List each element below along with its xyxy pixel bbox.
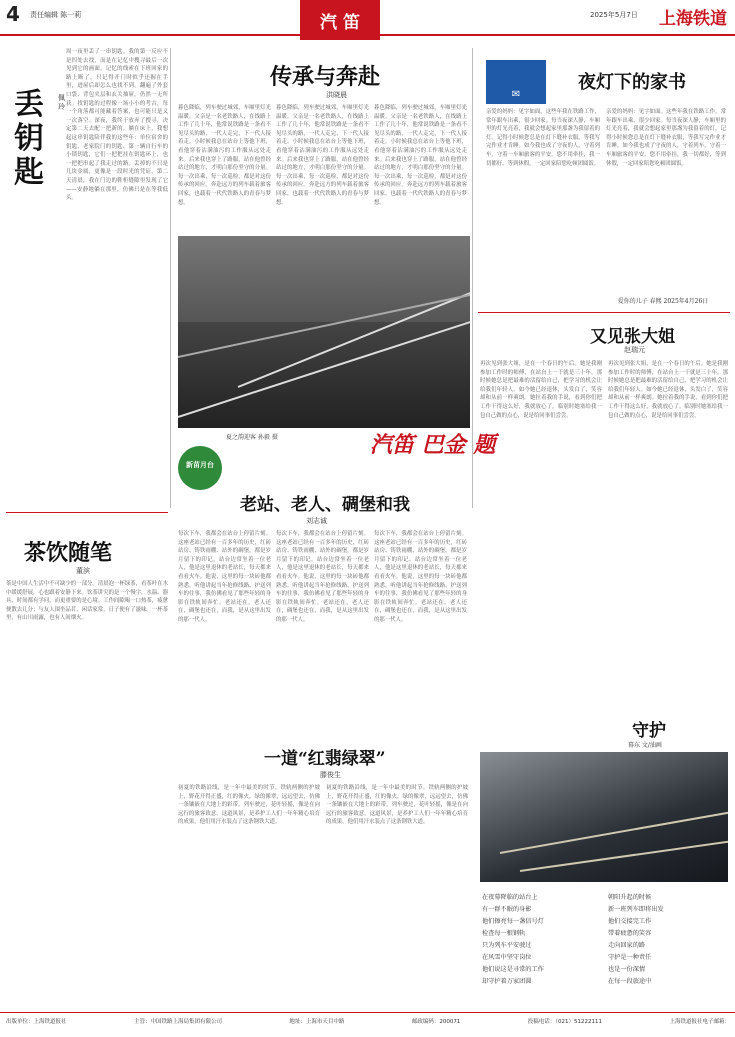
letter-col2: 亲爱的妈妈：见字如面。这些年我在铁路工作，常年跟车出乘，很少回家。每当夜深人静，车厢里的灯光亮着，我就会想起家里那盏为我留着的灯。记得小时候您总是在灯下缝补衣服，等我写完作业才肯睡。如今我也成了守夜的人，守着列车，守着一车厢旅客的平安。您不用牵挂，我一切都好，等到休假，一定回家陪您吃顿团圆饭。 bbox=[606, 109, 726, 167]
footer-item: 地址：上海市天目中路 bbox=[289, 1019, 345, 1025]
guard-author: 幕东 文/油画 bbox=[628, 742, 662, 749]
column-title: 汽 笛 bbox=[320, 12, 360, 33]
page-number: 4 bbox=[6, 2, 20, 26]
header-rule bbox=[0, 34, 735, 36]
tea-author: 董滨 bbox=[76, 567, 90, 575]
poem-left: 在夜幕降临的站台上 有一群不眠的身影 他们擦亮每一盏信号灯 检查每一根钢轨 只为列车平安驶过 在风雪中坚守岗位 他们说这是寻常的工作 却守护着万家团圆 bbox=[482, 894, 544, 985]
essay1-col2: 暮色降临，列车驶过城郊，车厢里灯光温暖。父亲是一名老铁路人，在线路上工作了几十年，他常说铁路是一条看不见尽头的路，一代人走完，下一代人接着走。小时候我总在站台上等他下班，看他穿着沾满油污的工作服从远处走来。后来我也穿上了路服，站在他曾经站过的地方，才明白那份坚守的分量。每一次出乘，每一次巡检，都是对这份传承的回应。奔赴远方的列车载着旅客回家，也载着一代代铁路人的青春与梦想。 bbox=[276, 105, 369, 206]
footer-item: 主管：中国铁路上海局集团有限公司 bbox=[133, 1019, 222, 1025]
jade-title: 一道“红翡绿翠” bbox=[264, 749, 386, 769]
letter-title: 夜灯下的家书 bbox=[578, 72, 686, 93]
letter-signature: 爱你的儿子 春熙 2025年4月26日 bbox=[617, 298, 709, 305]
jade-author: 滕俊生 bbox=[320, 771, 341, 779]
footer-item: 出版单位：上海铁道报社 bbox=[6, 1019, 67, 1025]
editor-line: 责任编辑 陈一莉 bbox=[30, 11, 82, 19]
essay2-col1: 每次下车，我都会在站台上停留片刻。这座老站已经有一百多年的历史，红砖站房、铸铁雨棚、站外的碉堡，都是岁月留下的印记。站台边常坐着一位老人，他是这里退休的老站长，每天都来看看火车。他说，这里的每一块砖他都熟悉。听他讲起当年抢修线路、护送列车的往事，我仿佛看见了那些年轻的身影在铁轨间奔忙。老站还在，老人还在，碉堡也还在，而我，是从这里出发的那一代人。 bbox=[178, 531, 271, 623]
issue-date: 2025年5月7日 bbox=[590, 11, 638, 19]
essay2-col2: 每次下车，我都会在站台上停留片刻。这座老站已经有一百多年的历史，红砖站房、铸铁雨棚、站外的碉堡，都是岁月留下的印记。站台边常坐着一位老人，他是这里退休的老站长，每天都来看看火车。他说，这里的每一块砖他都熟悉。听他讲起当年抢修线路、护送列车的往事，我仿佛看见了那些年轻的身影在铁轨间奔忙。老站还在，老人还在，碉堡也还在，而我，是从这里出发的那一代人。 bbox=[276, 531, 369, 623]
left-body: 周一夜里丢了一串钥匙。我的第一反应不是四处去找，而是在记忆中搜寻最后一次见到它的画面。记忆的线索在下班回家的路上断了，只记得开门时似乎还握在手里，进屋后却怎么也找不到。翻遍了外套口袋、背包夹层和玄关抽屉，仍然一无所获。找钥匙的过程像一场小小的考古，每一个角落都可能藏着答案，也可能只是又一次落空。深夜，我终于放弃了搜寻，决定第二天去配一把新的。躺在床上，我想起这串钥匙陪伴我的这些年：单位宿舍的钥匙、老家院门的钥匙、第一辆自行车的小锁钥匙，它们一把把挂在钥匙环上，也一把把串起了我走过的路。丢掉的不只是几块金属，更像是一段时光的凭证。第二天清晨，我在门边的鞋柜缝隙里发现了它——安静地躺在那里，仿佛只是在等我低头。 bbox=[66, 49, 168, 202]
essay2-col3: 每次下车，我都会在站台上停留片刻。这座老站已经有一百多年的历史，红砖站房、铸铁雨棚、站外的碉堡，都是岁月留下的印记。站台边常坐着一位老人，他是这里退休的老站长，每天都来看看火车。他说，这里的每一块砖他都熟悉。听他讲起当年抢修线路、护送列车的往事，我仿佛看见了那些年轻的身影在铁轨间奔忙。老站还在，老人还在，碉堡也还在，而我，是从这里出发的那一代人。 bbox=[374, 531, 467, 623]
guard-title: 守护 bbox=[632, 721, 666, 741]
letter-col1: 亲爱的妈妈：见字如面。这些年我在铁路工作，常年跟车出乘，很少回家。每当夜深人静，车厢里的灯光亮着，我就会想起家里那盏为我留着的灯。记得小时候您总是在灯下缝补衣服，等我写完作业才肯睡。如今我也成了守夜的人，守着列车，守着一车厢旅客的平安。您不用牵挂，我一切都好，等到休假，一定回家陪您吃顿团圆饭。 bbox=[486, 109, 600, 167]
jade-col2: 初夏的铁路沿线，是一年中最美的时节。铁轨两侧的护坡上，野花开得正盛，红的像火，绿的像翠，远远望去，仿佛一条镶嵌在大地上的彩带。列车驶过，花叶轻摇，像是在向远行的旅客致意。这道风景，是养护工人们一年年精心培育的成果，他们用汗水装点了这条钢铁大道。 bbox=[326, 785, 468, 826]
guard-painting bbox=[480, 752, 728, 882]
dajie-col2: 再次见到张大姐，是在一个春日的午后。她是我刚参加工作时的师傅，在站台上一干就是三十年。那时候她总是把最难的活留给自己，把学习的机会让给我们年轻人。如今她已经退休，头发白了，笑容却和从前一样爽朗。她拉着我的手说，看到你们把工作干得这么好，我就放心了。临别时她塞给我一包自己做的点心，说是给同事们尝尝。 bbox=[608, 361, 728, 419]
essay1-title: 传承与奔赴 bbox=[270, 64, 381, 90]
essay1-col3: 暮色降临，列车驶过城郊，车厢里灯光温暖。父亲是一名老铁路人，在线路上工作了几十年，他常说铁路是一条看不见尽头的路，一代人走完，下一代人接着走。小时候我总在站台上等他下班，看他穿着沾满油污的工作服从远处走来。后来我也穿上了路服，站在他曾经站过的地方，才明白那份坚守的分量。每一次出乘，每一次巡检，都是对这份传承的回应。奔赴远方的列车载着旅客回家，也载着一代代铁路人的青春与梦想。 bbox=[374, 105, 467, 206]
tea-title: 茶饮随笔 bbox=[24, 540, 113, 566]
essay1-author: 洪晓晨 bbox=[326, 91, 347, 99]
dajie-col1: 再次见到张大姐，是在一个春日的午后。她是我刚参加工作时的师傅，在站台上一干就是三十年。那时候她总是把最难的活留给自己，把学习的机会让给我们年轻人。如今她已经退休，头发白了，笑容却和从前一样爽朗。她拉着我的手说，看到你们把工作干得这么好，我就放心了。临别时她塞给我一包自己做的点心，说是给同事们尝尝。 bbox=[480, 361, 602, 419]
tea-body: 茶是中国人生活中不可缺少的一部分。清晨泡一杯绿茶，看茶叶在水中缓缓舒展，心也跟着安静下来。饮茶讲究的是一个慢字，水温、器具、时间都有学问，而更重要的是心境。工作间隙喝一口热茶，疲惫便散去几分；与友人围坐品茗，闲话家常，日子便有了滋味。一杯茶里，有山川雨露，也有人间烟火。 bbox=[6, 581, 168, 622]
essay1-col1: 暮色降临，列车驶过城郊，车厢里灯光温暖。父亲是一名老铁路人，在线路上工作了几十年，他常说铁路是一条看不见尽头的路，一代人走完，下一代人接着走。小时候我总在站台上等他下班，看他穿着沾满油污的工作服从远处走来。后来我也穿上了路服，站在他曾经站过的地方，才明白那份坚守的分量。每一次出乘，每一次巡检，都是对这份传承的回应。奔赴远方的列车载着旅客回家，也载着一代代铁路人的青春与梦想。 bbox=[178, 105, 271, 206]
dajie-author: 赵瑞元 bbox=[624, 346, 645, 354]
essay2-author: 刘志诚 bbox=[306, 517, 327, 525]
jade-col1: 初夏的铁路沿线，是一年中最美的时节。铁轨两侧的护坡上，野花开得正盛，红的像火，绿的像翠，远远望去，仿佛一条镶嵌在大地上的彩带。列车驶过，花叶轻摇，像是在向远行的旅客致意。这道风景，是养护工人们一年年精心培育的成果，他们用汗水装点了这条钢铁大道。 bbox=[178, 785, 320, 826]
left-title: 丢钥匙 bbox=[14, 87, 44, 190]
column-badge: 汽笛 巴金 题 bbox=[370, 432, 496, 458]
section-rule bbox=[6, 512, 168, 513]
footer-item: 投稿电话：（021）51222111 bbox=[527, 1019, 603, 1025]
footer-rule bbox=[0, 1012, 735, 1013]
railway-photo bbox=[178, 236, 470, 428]
left-author: 佩玲 bbox=[58, 94, 65, 111]
sidebar-label: 新苗月台 bbox=[186, 461, 214, 469]
letter-badge: ✉ bbox=[486, 60, 546, 104]
section-rule bbox=[478, 312, 730, 313]
essay2-title: 老站、老人、碉堡和我 bbox=[240, 495, 410, 515]
footer bbox=[6, 1017, 730, 1025]
footer-item: 上海铁道报社电子邮箱： bbox=[669, 1019, 730, 1025]
footer-item: 邮政编码：200071 bbox=[411, 1019, 461, 1025]
dajie-title: 又见张大姐 bbox=[590, 327, 675, 347]
photo-caption: 夏之韵迎客 孙毅 摄 bbox=[226, 434, 278, 441]
poem-right: 朝阳升起的时候 新一班列车即将出发 他们交接完工作 带着疲惫的笑容 走向回家的路 守护是一种责任 也是一份深情 在每一段旅途中 bbox=[608, 894, 664, 985]
column-divider bbox=[170, 48, 171, 508]
masthead-logo: 上海铁道 bbox=[659, 9, 727, 29]
